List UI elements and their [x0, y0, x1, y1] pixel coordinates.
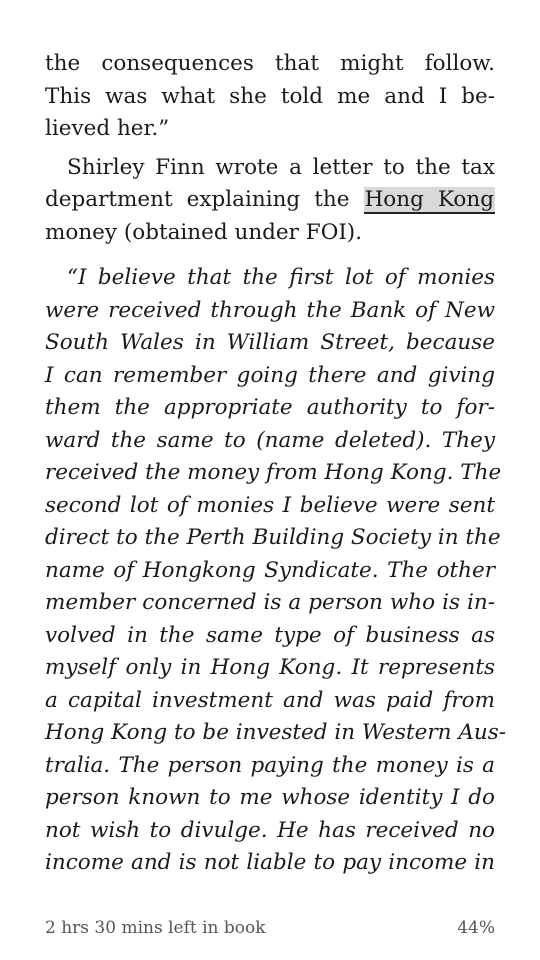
- text-line: income and is not liable to pay income in: [45, 850, 495, 875]
- text-line: lieved her.”: [45, 116, 170, 141]
- text-line: Shirley Finn wrote a letter to the tax: [67, 154, 495, 180]
- text-line: money (obtained under FOI).: [45, 219, 363, 245]
- text-line: them the appropriate authority to for-: [45, 395, 495, 420]
- text-segment: department explaining the: [45, 187, 364, 212]
- text-line: received the money from Hong Kong. The: [45, 460, 502, 485]
- text-line: person known to me whose identity I do: [45, 785, 495, 810]
- text-line: myself only in Hong Kong. It represents: [45, 655, 495, 680]
- text-line: This was what she told me and I be-: [45, 83, 495, 109]
- time-left-label[interactable]: 2 hrs 30 mins left in book: [45, 918, 266, 938]
- text-line: Hong Kong to be invested in Western Aus-: [45, 720, 506, 745]
- reading-page[interactable]: [45, 48, 506, 880]
- text-line: “I believe that the first lot of monies: [67, 265, 495, 290]
- text-line: volved in the same type of business as: [45, 622, 495, 648]
- paragraph-2: [45, 152, 495, 250]
- reading-status-bar[interactable]: [45, 918, 495, 944]
- paragraph-1: [45, 48, 495, 146]
- text-line: not wish to divulge. He has received no: [45, 817, 495, 843]
- text-line: South Wales in William Street, because: [45, 330, 495, 355]
- highlighted-text[interactable]: Hong Kong: [364, 187, 494, 212]
- block-quote: [45, 262, 506, 880]
- text-line: second lot of monies I believe were sent: [45, 492, 495, 518]
- text-line: ward the same to (name deleted). They: [45, 427, 495, 453]
- text-line: tralia. The person paying the money is a: [45, 752, 495, 778]
- text-line: were received through the Bank of New: [45, 297, 495, 323]
- progress-percent[interactable]: 44%: [457, 918, 495, 938]
- text-line: I can remember going there and giving: [45, 362, 495, 388]
- text-line: member concerned is a person who is in-: [45, 590, 495, 615]
- text-line: direct to the Perth Building Society in the: [45, 525, 501, 550]
- text-line: name of Hongkong Syndicate. The other: [45, 557, 495, 583]
- text-line: the consequences that might follow.: [45, 51, 495, 76]
- text-line: [45, 184, 495, 217]
- text-line: a capital investment and was paid from: [45, 687, 495, 713]
